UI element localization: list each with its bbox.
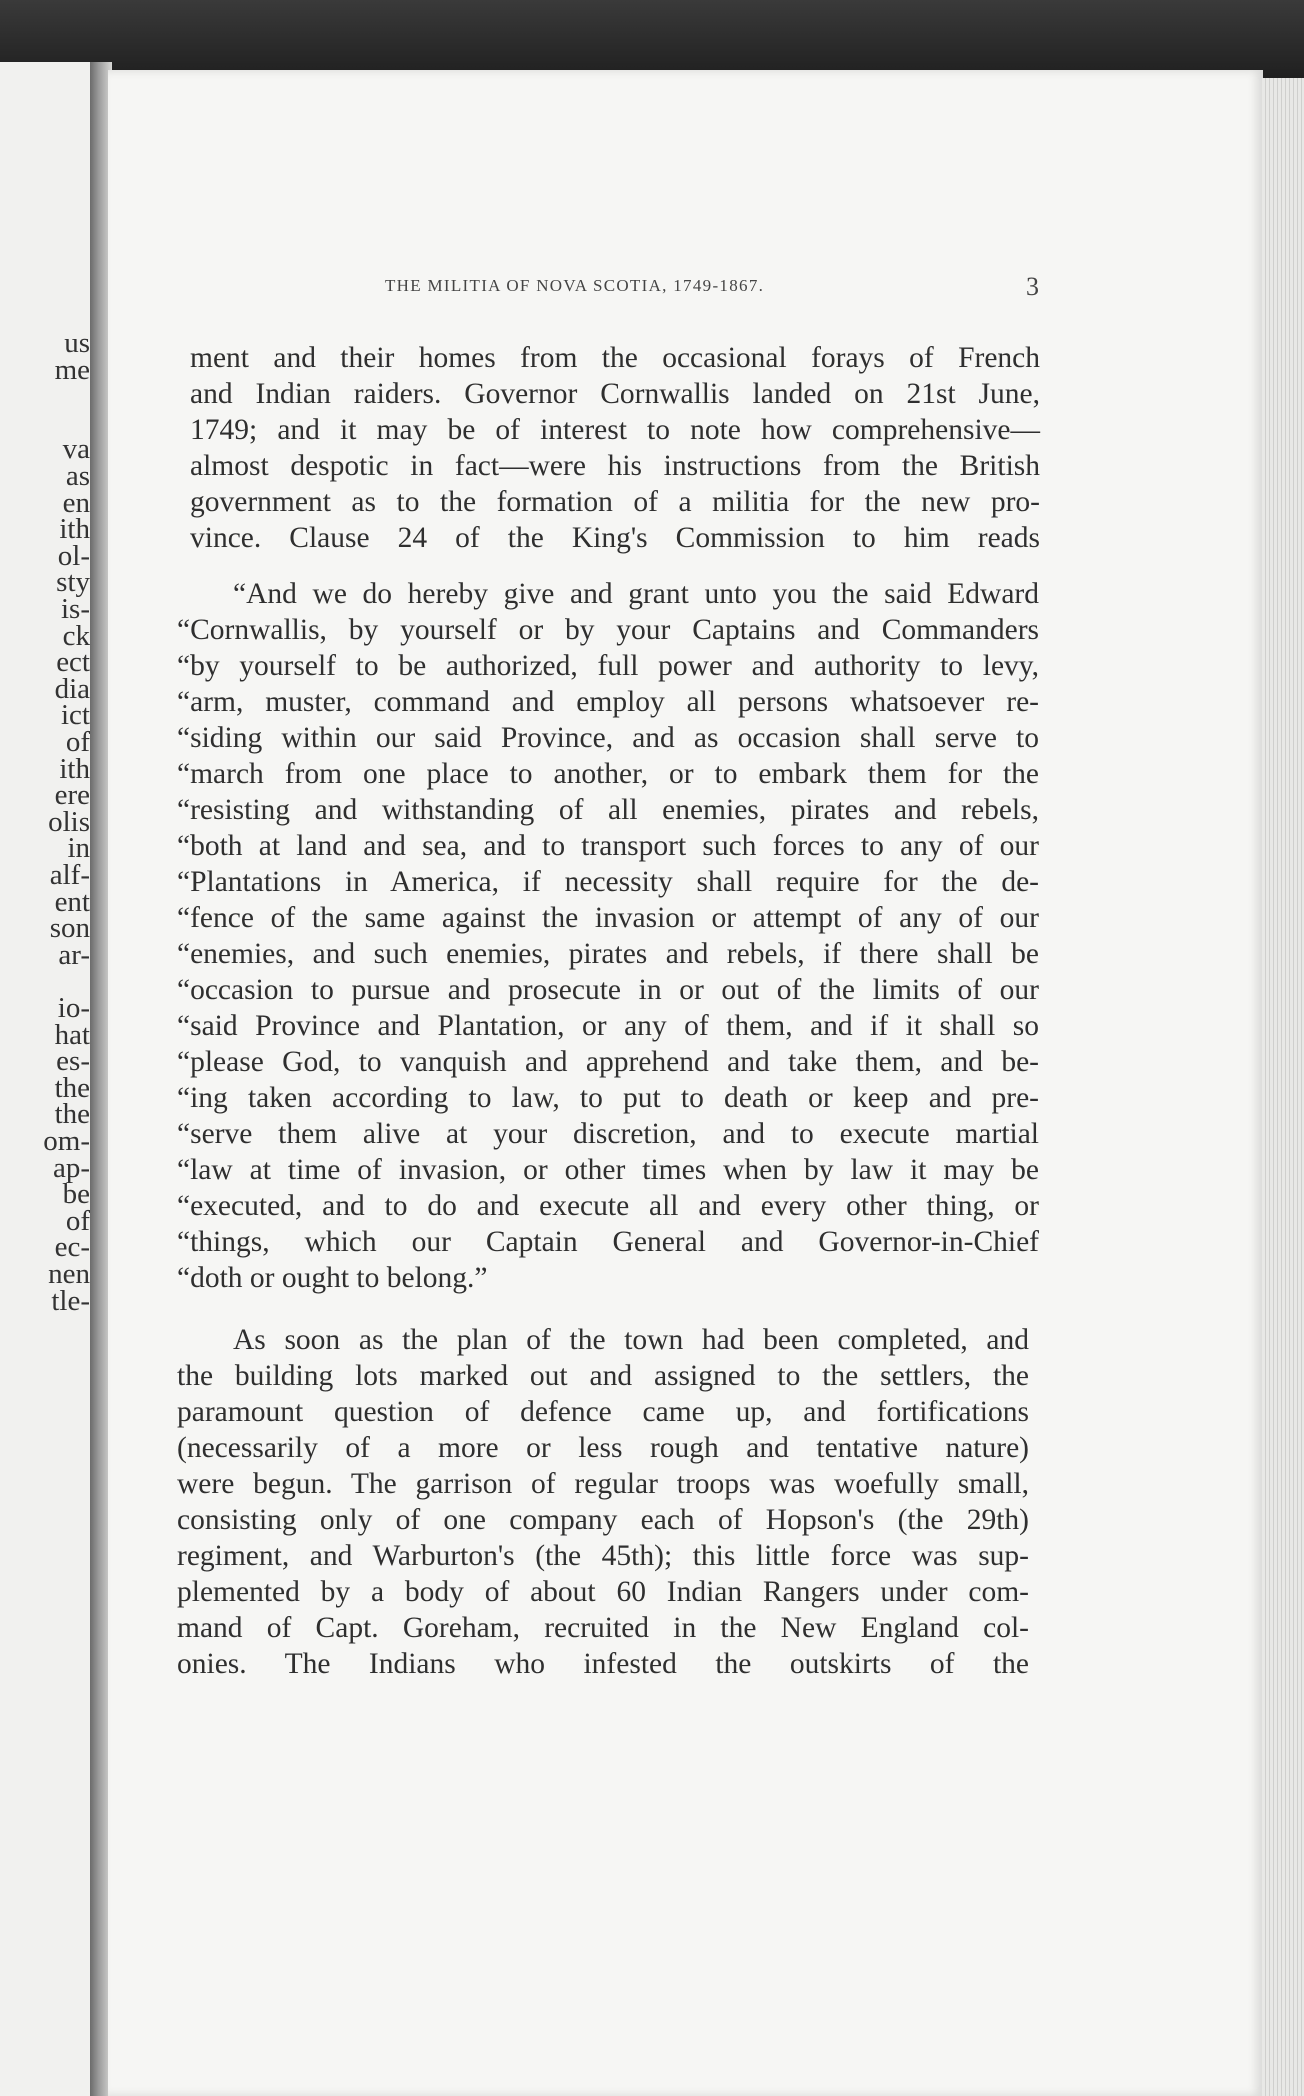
- left-page-fragment: sty: [56, 566, 90, 598]
- text-line: almost despotic in fact—were his instructions from the British: [190, 450, 1040, 482]
- text-line: regiment, and Warburton's (the 45th); this little force was sup-: [177, 1540, 1029, 1572]
- left-page-fragment: ar-: [58, 939, 90, 971]
- text-line: “please God, to vanquish and apprehend and take them, and be-: [177, 1046, 1039, 1078]
- scan-background: [0, 0, 1304, 80]
- text-line: “And we do hereby give and grant unto you the said Edward: [233, 578, 1039, 610]
- left-page-fragment: ere: [54, 779, 90, 811]
- text-line: consisting only of one company each of Hopson's (the 29th): [177, 1504, 1029, 1536]
- left-page-fragment: om-: [43, 1125, 90, 1157]
- left-page-fragment: va: [62, 433, 90, 465]
- text-line: “ing taken according to law, to put to death or keep and pre-: [177, 1082, 1039, 1114]
- text-line: the building lots marked out and assigned to the settlers, the: [177, 1360, 1029, 1392]
- text-line: “doth or ought to belong.”: [177, 1262, 488, 1294]
- text-line: plemented by a body of about 60 Indian Rangers under com-: [177, 1576, 1029, 1608]
- paragraph-2-quotation: [177, 576, 1039, 1296]
- left-page-fragment: ect: [56, 646, 90, 678]
- left-page-fragment: of: [65, 726, 90, 758]
- left-page-fragment: ent: [54, 886, 90, 918]
- left-page-fragment: ap-: [52, 1152, 90, 1184]
- text-line: “fence of the same against the invasion or attempt of any of our: [177, 902, 1039, 934]
- text-line: mand of Capt. Goreham, recruited in the New England col-: [177, 1612, 1029, 1644]
- left-page-fragment: me: [54, 354, 90, 386]
- text-line: “enemies, and such enemies, pirates and rebels, if there shall be: [177, 938, 1039, 970]
- page-number: 3: [1026, 272, 1039, 301]
- left-page-fragment: ith: [59, 513, 90, 545]
- paragraph-3: [177, 1322, 1029, 1682]
- left-page-fragment: nen: [48, 1258, 90, 1290]
- left-page-fragment: ol-: [57, 540, 90, 572]
- text-line: ment and their homes from the occasional forays of French: [190, 342, 1040, 374]
- text-line: “occasion to pursue and prosecute in or out of the limits of our: [177, 974, 1039, 1006]
- left-page-fragment: ith: [59, 753, 90, 785]
- text-line: “arm, muster, command and employ all persons whatsoever re-: [177, 686, 1039, 718]
- left-page-fragment: io-: [57, 992, 90, 1024]
- left-page-fragment: olis: [48, 806, 90, 838]
- left-facing-page: [0, 62, 96, 2096]
- left-page-fragment: dia: [54, 673, 90, 705]
- text-line: onies. The Indians who infested the outskirts of the: [177, 1648, 1029, 1680]
- paragraph-1: [190, 340, 1040, 556]
- text-line: “by yourself to be authorized, full power and authority to levy,: [177, 650, 1039, 682]
- left-page-fragment: as: [65, 460, 90, 492]
- text-line: (necessarily of a more or less rough and tentative nature): [177, 1432, 1029, 1464]
- left-page-fragment: of: [65, 1205, 90, 1237]
- text-line: As soon as the plan of the town had been completed, and: [233, 1324, 1029, 1356]
- text-line: “said Province and Plantation, or any of them, and if it shall so: [177, 1010, 1039, 1042]
- left-page-fragment: ict: [61, 699, 90, 731]
- text-line: and Indian raiders. Governor Cornwallis landed on 21st June,: [190, 378, 1040, 410]
- left-page-fragment: ck: [62, 620, 90, 652]
- left-page-fragment: tle-: [51, 1285, 90, 1317]
- page-edge-stack: [1262, 78, 1304, 2096]
- text-line: “things, which our Captain General and Governor-in-Chief: [177, 1226, 1039, 1258]
- text-line: vince. Clause 24 of the King's Commission to him reads: [190, 522, 1040, 554]
- text-line: “march from one place to another, or to embark them for the: [177, 758, 1039, 790]
- left-page-fragment: en: [62, 487, 90, 519]
- left-page-fragment: son: [49, 912, 90, 944]
- left-page-fragment: the: [54, 1072, 90, 1104]
- left-page-fragment: us: [64, 327, 90, 359]
- text-line: “resisting and withstanding of all enemies, pirates and rebels,: [177, 794, 1039, 826]
- left-page-fragment: in: [67, 832, 90, 864]
- left-page-fragment: be: [62, 1178, 90, 1210]
- left-page-fragment: is-: [61, 593, 90, 625]
- text-line: “Plantations in America, if necessity shall require for the de-: [177, 866, 1039, 898]
- text-line: were begun. The garrison of regular troops was woefully small,: [177, 1468, 1029, 1500]
- text-line: “law at time of invasion, or other times when by law it may be: [177, 1154, 1039, 1186]
- running-title: THE MILITIA OF NOVA SCOTIA, 1749-1867.: [385, 276, 765, 295]
- text-line: paramount question of defence came up, and fortifications: [177, 1396, 1029, 1428]
- text-line: “executed, and to do and execute all and every other thing, or: [177, 1190, 1039, 1222]
- left-page-fragment: es-: [56, 1045, 90, 1077]
- text-line: government as to the formation of a militia for the new pro-: [190, 486, 1040, 518]
- left-page-fragment: ec-: [54, 1231, 90, 1263]
- text-line: “both at land and sea, and to transport such forces to any of our: [177, 830, 1039, 862]
- text-line: “Cornwallis, by yourself or by your Captains and Commanders: [177, 614, 1039, 646]
- left-page-fragment: hat: [54, 1019, 90, 1051]
- left-page-fragment: the: [54, 1098, 90, 1130]
- text-line: “serve them alive at your discretion, and to execute martial: [177, 1118, 1039, 1150]
- left-page-fragment: alf-: [49, 859, 90, 891]
- text-line: 1749; and it may be of interest to note how comprehensive—: [190, 414, 1040, 446]
- text-line: “siding within our said Province, and as occasion shall serve to: [177, 722, 1039, 754]
